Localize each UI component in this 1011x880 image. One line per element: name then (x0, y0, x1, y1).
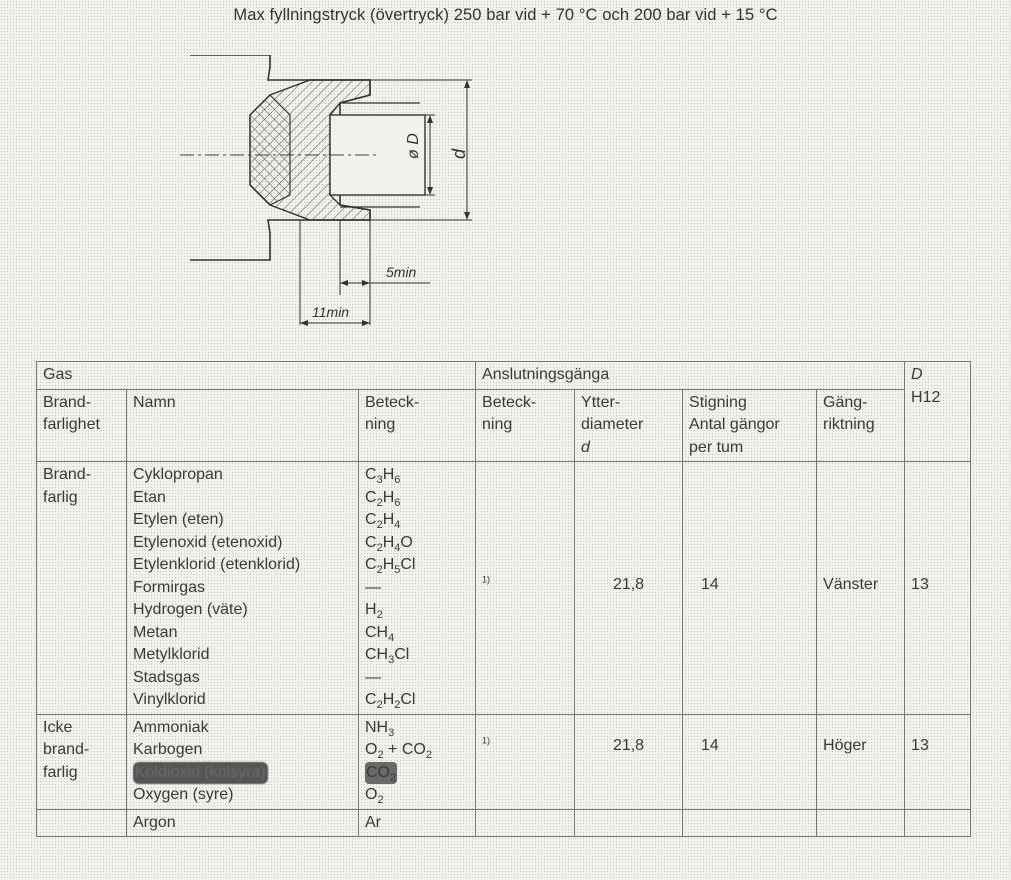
formula-part: O (365, 786, 378, 803)
formula-sub: 6 (394, 474, 401, 486)
empty-cell (817, 809, 905, 837)
formula-sub: 2 (425, 749, 432, 761)
header-text: Beteck- (482, 393, 537, 411)
gas-name: Hydrogen (väte) (133, 601, 248, 618)
chemical-formula (365, 644, 469, 667)
category-cell (37, 809, 127, 837)
header-beteckning (476, 389, 575, 462)
dimension-d-label: d (449, 148, 469, 159)
chemical-formula (365, 554, 469, 577)
formula-sub: 2 (376, 541, 383, 554)
header-text: Ytter- (581, 393, 621, 411)
formula-part: C (365, 511, 377, 528)
header-text: ning (365, 416, 396, 433)
category-cell (37, 714, 127, 809)
formula-part: + CO (383, 741, 426, 758)
gas-name: Etan (133, 488, 166, 506)
formula-part: CO (366, 763, 390, 781)
gas-name: Stadsgas (133, 668, 200, 686)
gas-name: Metylklorid (133, 646, 210, 663)
category-cell (37, 462, 127, 715)
gas-name: Ammoniak (133, 718, 209, 736)
formula-smudged (365, 762, 397, 785)
header-ytterdiameter (575, 389, 683, 462)
formula-sub: 4 (394, 541, 401, 554)
empty-cell (575, 809, 683, 837)
dimension-D-label: ø D (405, 133, 422, 159)
header-namn: Namn (127, 389, 359, 462)
formula-sub: 3 (388, 726, 395, 739)
formula-cell (359, 462, 476, 715)
chemical-formula (365, 532, 469, 555)
diameter-cell: 21,8 (575, 714, 683, 809)
category-text: farlig (43, 763, 78, 781)
bore-D-cell: 13 (905, 714, 971, 809)
header-text: Beteck- (365, 393, 420, 411)
header-text: per tum (689, 438, 744, 456)
table-row-partial (37, 809, 971, 837)
formula-part: H (382, 488, 395, 506)
chemical-formula (365, 577, 469, 600)
formula-sub: 5 (394, 564, 401, 576)
formula-part: — (365, 578, 381, 596)
gas-name: Vinylklorid (133, 691, 206, 708)
empty-cell (905, 809, 971, 837)
header-anslutning: Anslutningsgänga (476, 362, 905, 390)
formula-sub: 2 (376, 519, 383, 531)
category-text: Icke (43, 718, 73, 736)
category-text: farlig (43, 488, 78, 506)
category-text: Brand- (43, 466, 92, 483)
thread-direction-cell: Höger (817, 714, 905, 809)
diameter-cell: 21,8 (575, 462, 683, 715)
formula-part: C (365, 488, 377, 506)
header-text: riktning (823, 416, 875, 433)
formula-part: C (365, 533, 377, 551)
chemical-formula (365, 784, 469, 807)
formula-sub: 2 (377, 794, 384, 806)
formula-part: Cl (394, 646, 410, 663)
header-D-symbol: D (911, 366, 923, 383)
header-stigning (683, 389, 817, 462)
thread-designation-cell (476, 714, 575, 809)
formula-part: — (365, 668, 381, 686)
table-row-icke-brandfarlig (37, 714, 971, 809)
category-text: brand- (43, 741, 90, 758)
pitch-cell: 14 (683, 462, 817, 715)
formula-part: Cl (400, 556, 416, 573)
header-brandfarlighet (37, 389, 127, 462)
thread-direction-cell: Vänster (817, 462, 905, 715)
gas-name: Karbogen (133, 741, 203, 758)
pitch-cell: 14 (683, 714, 817, 809)
header-beteckning-gas (359, 389, 476, 462)
formula-cell: Ar (359, 809, 476, 837)
formula-part: C (365, 691, 377, 708)
chemical-formula (365, 689, 469, 712)
formula-sub: 2 (376, 699, 383, 711)
formula-sub: 3 (388, 654, 395, 666)
footnote-ref: 1) (482, 735, 491, 746)
gas-connection-table (36, 361, 971, 837)
chemical-formula (365, 622, 469, 645)
table-header-row-2 (37, 389, 971, 462)
table-header-row-1 (37, 362, 971, 390)
formula-part: O (365, 741, 378, 758)
formula-part: H (382, 556, 395, 573)
formula-part: H (382, 533, 395, 551)
formula-sub: 2 (394, 699, 401, 711)
formula-cell (359, 714, 476, 809)
header-text: Antal gängor (689, 416, 780, 433)
dimension-11min-label: 11min (312, 304, 350, 320)
formula-part: O (400, 533, 413, 551)
header-text: diameter (581, 416, 644, 433)
chemical-formula (365, 739, 469, 762)
header-D-tolerance: H12 (911, 388, 941, 406)
formula-sub: 2 (376, 496, 383, 509)
chemical-formula (365, 599, 469, 622)
formula-sub: 4 (388, 631, 395, 644)
gas-names-cell (127, 462, 359, 715)
table-row-brandfarlig (37, 462, 971, 715)
header-text: Stigning (689, 393, 747, 411)
chemical-formula (365, 487, 469, 510)
formula-sub: 6 (394, 496, 401, 509)
formula-part: C (365, 466, 377, 483)
gas-name: Oxygen (syre) (133, 786, 234, 803)
header-D (905, 362, 971, 462)
gas-name: Formirgas (133, 578, 206, 596)
gas-name-smudged: Koldioxid (kolsyra) (133, 762, 268, 785)
formula-part: Cl (400, 691, 416, 708)
formula-sub: 3 (376, 474, 383, 486)
header-text: farlighet (43, 416, 100, 433)
gas-name: Etylenklorid (etenklorid) (133, 556, 301, 573)
gas-name: Etylenoxid (etenoxid) (133, 533, 283, 551)
header-text: Brand- (43, 393, 92, 411)
formula-part: CH (365, 646, 389, 663)
header-text: d (581, 438, 590, 456)
gas-name: Metan (133, 623, 178, 641)
formula-part: C (365, 556, 377, 573)
formula-sub: 2 (376, 564, 383, 576)
formula-part: H (365, 601, 377, 618)
formula-part: H (382, 691, 395, 708)
formula-sub: 2 (377, 749, 384, 761)
header-gangriktning (817, 389, 905, 462)
formula-sub: 4 (394, 519, 401, 531)
gas-name: Cyklopropan (133, 466, 223, 483)
chemical-formula (365, 667, 469, 690)
dimension-5min-label: 5min (386, 264, 417, 280)
chemical-formula (365, 717, 469, 740)
empty-cell (476, 809, 575, 837)
gas-names-cell (127, 714, 359, 809)
connection-drawing (180, 55, 480, 340)
thread-designation-cell (476, 462, 575, 715)
empty-cell (683, 809, 817, 837)
footnote-ref: 1) (482, 574, 491, 585)
chemical-formula (365, 762, 469, 785)
formula-part: H (382, 511, 395, 528)
gas-name-cell: Argon (127, 809, 359, 837)
formula-sub: 2 (390, 771, 397, 784)
formula-part: H (382, 466, 395, 483)
header-text: ning (482, 416, 513, 433)
chemical-formula (365, 464, 469, 487)
header-gas: Gas (37, 362, 476, 390)
formula-sub: 2 (376, 609, 383, 621)
formula-part: CH (365, 623, 389, 641)
formula-part: NH (365, 718, 389, 736)
page-heading: Max fyllningstryck (övertryck) 250 bar vid + 70 °C och 200 bar vid + 15 °C (233, 6, 778, 24)
header-text: Gäng- (823, 393, 868, 411)
gas-name: Etylen (eten) (133, 511, 224, 528)
chemical-formula (365, 509, 469, 532)
bore-D-cell: 13 (905, 462, 971, 715)
